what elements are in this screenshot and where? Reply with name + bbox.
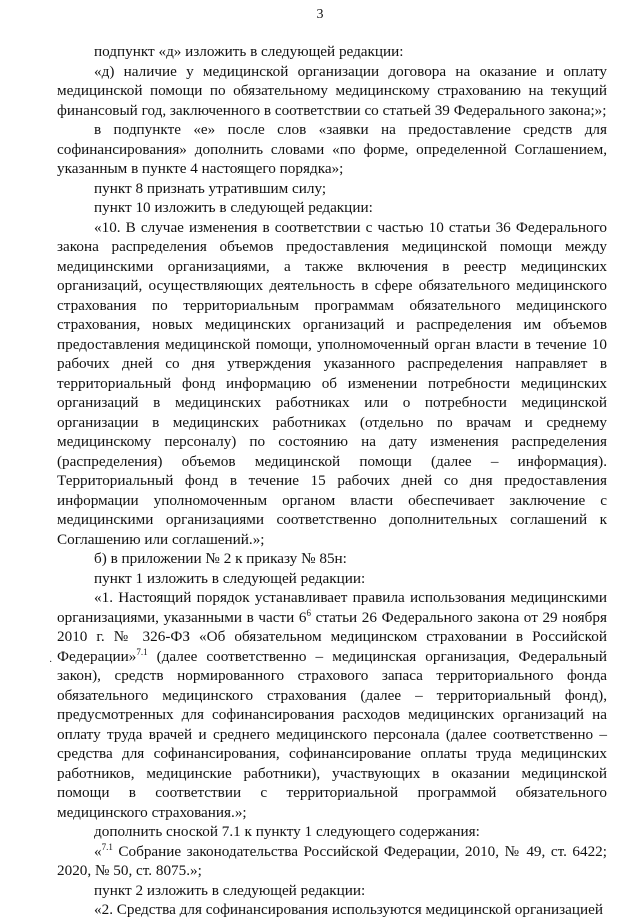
paragraph-3: в подпункте «е» после слов «заявки на предоставление средств для софинансирования» дополнить словами «по форме, определенной Соглашением, указанным в пункте 4 настоящего порядка»; — [57, 121, 607, 177]
paragraph-10: дополнить сноской 7.1 к пункту 1 следующего содержания: — [94, 823, 480, 840]
body-text — [57, 42, 607, 920]
paragraph-4: пункт 8 признать утратившим силу; — [94, 179, 327, 197]
margin-mark: · — [49, 657, 53, 668]
footnote-sup-6: 6 — [306, 607, 311, 618]
footnote-mark-7-1: 7.1 — [101, 841, 113, 852]
paragraph-12: пункт 2 изложить в следующей редакции: — [94, 881, 366, 899]
fn-open-quote: « — [94, 842, 102, 860]
paragraph-2: «д) наличие у медицинской организации договора на оказание и оплату медицинской помощи по обязательному медицинскому страхованию на текущий финансовый год, заключенного в соответствии со статьей 39 Федерального закона;»; — [57, 62, 607, 119]
page-number: 3 — [316, 7, 324, 22]
p1-text-b: статьи 26 Федерального закона от 29 ноября 2010 г. № 326-ФЗ «Об обязательном медицинском страховании в Российской Федерации» — [57, 608, 607, 665]
paragraph-8: пункт 1 изложить в следующей редакции: — [94, 569, 366, 587]
paragraph-5: пункт 10 изложить в следующей редакции: — [94, 199, 373, 216]
p1-text-a: «1. Настоящий порядок устанавливает правила использования медицинскими организациями, указанными в части 6 — [57, 589, 607, 626]
paragraph-9 — [57, 588, 607, 822]
paragraph-13: «2. Средства для софинансирования используются медицинской организацией — [94, 901, 604, 918]
p1-text-c: (далее соответственно – медицинская организация, Федеральный закон), средств нормированного страхового запаса территориального фонда обязательного медицинского страхования (далее – территориальный фонд), предусмотренных для софинансирования расходов медицинских организаций на оплату труда врачей и среднего медицинского персонала (далее соответственно – средства для софинансирования, софинансирование оплаты труда медицинских работников, медицинские работники), участвующих в оказании медицинской помощи в соответствии с территориальной программой обязательного медицинского страхования.»; — [57, 647, 607, 821]
paragraph-6: «10. В случае изменения в соответствии с частью 10 статьи 36 Федерального закона распределения объемов предоставления медицинской помощи между медицинскими организациями, а также включения в реестр медицинских организаций, осуществляющих деятельность в сфере обязательного медицинского страхования по территориальным программам обязательного медицинского страхования, новых медицинских организаций и распределения им объемов предоставления медицинской помощи, уполномоченный орган власти в течение 10 рабочих дней со дня утверждения указанного распределения направляет в территориальный фонд информацию об изменении потребности медицинских организаций в медицинских работниках или о потребности медицинской организации в медицинских работниках (отдельно по врачам и среднему медицинскому персоналу) по состоянию на дату изменения распределения (распределения) объемов медицинской помощи (далее – информация). Территориальный фонд в течение 15 рабочих дней со дня предоставления информации уполномоченным органом власти обеспечивает заключение с медицинскими организациями соответственно дополнительных соглашений к Соглашению или соглашений.»; — [57, 218, 607, 548]
paragraph-11 — [57, 842, 607, 881]
paragraph-1: подпункт «д» изложить в следующей редакции: — [94, 43, 404, 60]
footnote-ref-7-1: 7.1 — [136, 646, 148, 657]
paragraph-7: б) в приложении № 2 к приказу № 85н: — [94, 550, 347, 567]
fn-text: Собрание законодательства Российской Федерации, 2010, № 49, ст. 6422; 2020, № 50, ст. 8075.»; — [57, 842, 607, 879]
